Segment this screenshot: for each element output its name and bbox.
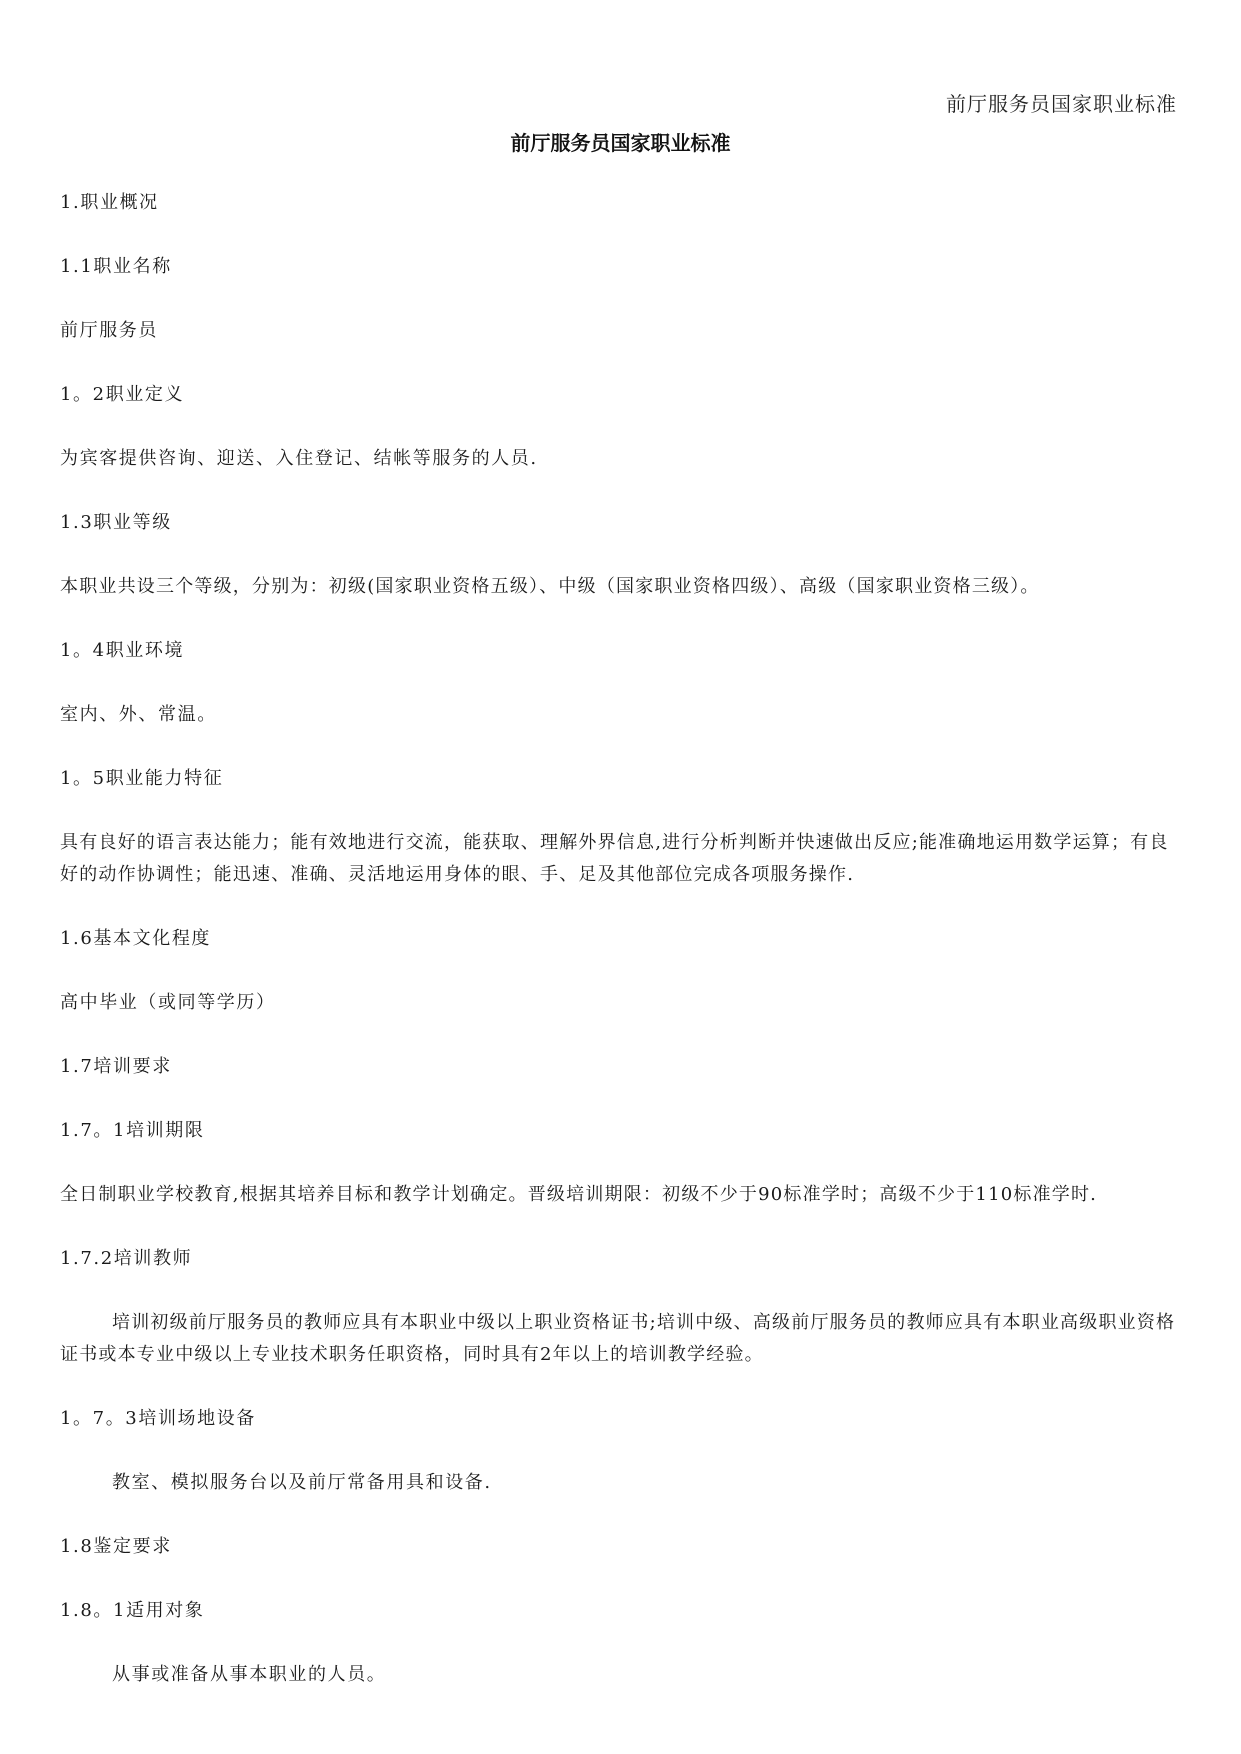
body-paragraph: 从事或准备从事本职业的人员。 — [112, 1664, 387, 1685]
document-body — [60, 187, 1182, 1723]
body-paragraph: 本职业共设三个等级，分别为：初级(国家职业资格五级）、中级（国家职业资格四级）、高级（国家职业资格三级）。 — [60, 576, 1040, 597]
section-heading: 1.8。1适用对象 — [60, 1600, 205, 1621]
body-paragraph: 前厅服务员 — [60, 320, 158, 341]
section-heading: 1。5职业能力特征 — [60, 768, 224, 789]
document-title: 前厅服务员国家职业标准 — [510, 131, 731, 155]
section-heading: 1。4职业环境 — [60, 640, 185, 661]
body-paragraph: 为宾客提供咨询、迎送、入住登记、结帐等服务的人员. — [60, 448, 538, 469]
section-heading: 1.7。1培训期限 — [60, 1120, 205, 1141]
section-heading: 1.8鉴定要求 — [60, 1536, 172, 1557]
section-heading: 1。2职业定义 — [60, 384, 185, 405]
body-paragraph: 高中毕业（或同等学历） — [60, 992, 276, 1013]
section-heading: 1.职业概况 — [60, 192, 159, 213]
section-heading: 1.7培训要求 — [60, 1056, 172, 1077]
section-heading: 1.1职业名称 — [60, 256, 172, 277]
body-paragraph: 全日制职业学校教育,根据其培养目标和教学计划确定。晋级培训期限：初级不少于90标准学时；高级不少于110标准学时. — [60, 1184, 1098, 1205]
running-header: 前厅服务员国家职业标准 — [946, 92, 1177, 116]
section-heading: 1.3职业等级 — [60, 512, 172, 533]
body-paragraph: 室内、外、常温。 — [60, 704, 217, 725]
section-heading: 1。7。3培训场地设备 — [60, 1408, 256, 1429]
body-paragraph: 具有良好的语言表达能力；能有效地进行交流，能获取、理解外界信息,进行分析判断并快速做出反应;能准确地运用数学运算；有良好的动作协调性；能迅速、准确、灵活地运用身体的眼、手、足及其他部位完成各项服务操作. — [60, 832, 1169, 885]
section-heading: 1.6基本文化程度 — [60, 928, 212, 949]
section-heading: 1.7.2培训教师 — [60, 1248, 193, 1269]
body-paragraph: 教室、模拟服务台以及前厅常备用具和设备. — [112, 1472, 492, 1493]
body-paragraph: 培训初级前厅服务员的教师应具有本职业中级以上职业资格证书;培训中级、高级前厅服务员的教师应具有本职业高级职业资格证书或本专业中级以上专业技术职务任职资格，同时具有2年以上的培训教学经验。 — [60, 1312, 1176, 1365]
